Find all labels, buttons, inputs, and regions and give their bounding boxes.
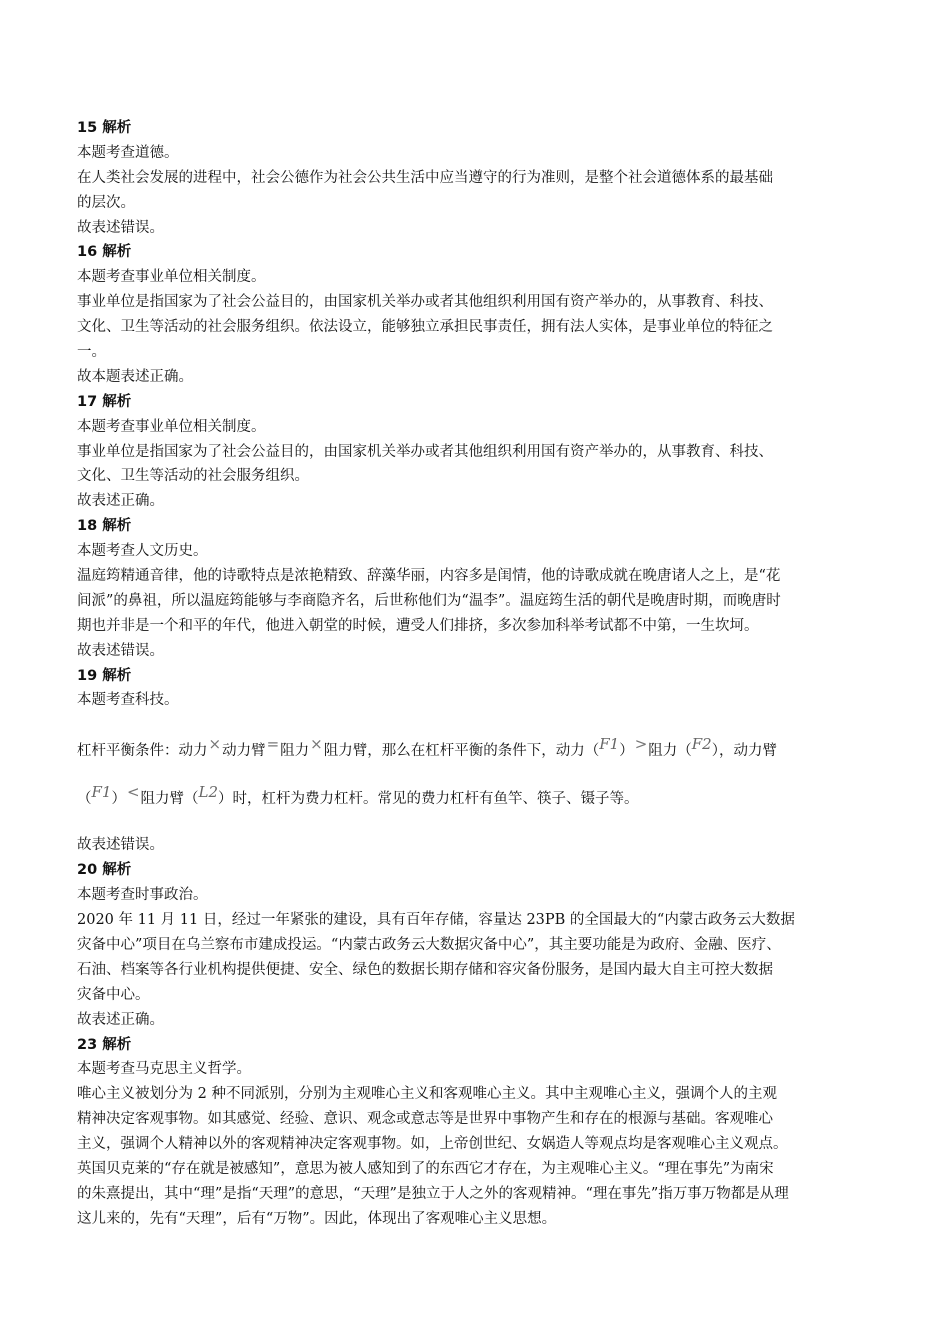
paragraph-line: 的层次。 [77, 194, 135, 211]
formula-text: 杠杆平衡条件：动力 [77, 743, 208, 760]
section-16 [77, 240, 885, 389]
section-heading: 17 解析 [77, 393, 132, 410]
section-20 [77, 858, 885, 1032]
formula-text: ） [619, 743, 634, 760]
times-symbol: × [310, 735, 323, 754]
paragraph-line: 本题考查事业单位相关制度。 [77, 269, 266, 286]
section-heading: 19 解析 [77, 667, 132, 684]
paragraph-line: 的朱熹提出，其中“理”是指“天理”的意思，“天理”是独立于人之外的客观精神。“理在事先”指万事万物都是从理 [77, 1185, 789, 1202]
formula-text: ） [111, 791, 126, 808]
paragraph-line: 英国贝克莱的“存在就是被感知”，意思为被人感知到了的东西它才存在，为主观唯心主义。“理在事先”为南宋 [77, 1160, 774, 1177]
paragraph-line: 温庭筠精通音律，他的诗歌特点是浓艳精致、辞藻华丽，内容多是闺情，他的诗歌成就在晚唐诸人之上，是“花 [77, 568, 781, 585]
formula-text: 动力臂 [222, 743, 266, 760]
section-heading: 18 解析 [77, 518, 132, 535]
document-page [77, 116, 885, 1232]
paragraph-line: 本题考查时事政治。 [77, 887, 208, 904]
section-heading: 16 解析 [77, 244, 132, 261]
section-heading: 23 解析 [77, 1036, 132, 1053]
paragraph-line: 故表述错误。 [77, 642, 164, 659]
paragraph-line: 主义，强调个人精神以外的客观精神决定客观事物。如，上帝创世纪、女娲造人等观点均是客观唯心主义观点。 [77, 1136, 788, 1153]
greater-than-symbol: > [634, 735, 648, 754]
formula-text: 阻力臂（ [140, 791, 199, 808]
section-15 [77, 116, 885, 240]
paragraph-line: 文化、卫生等活动的社会服务组织。依法设立，能够独立承担民事责任，拥有法人实体，是事业单位的特征之 [77, 319, 773, 336]
section-17 [77, 390, 885, 514]
paragraph-line: 本题考查事业单位相关制度。 [77, 418, 266, 435]
paragraph-line: 本题考查马克思主义哲学。 [77, 1061, 251, 1078]
formula-text: 阻力 [280, 743, 310, 760]
formula-text: 阻力（ [648, 743, 692, 760]
paragraph-line: 在人类社会发展的进程中，社会公德作为社会公共生活中应当遵守的行为准则，是整个社会道德体系的最基础 [77, 169, 773, 186]
paragraph-line: 本题考查人文历史。 [77, 543, 208, 560]
paragraph-line: 2020 年 11 月 11 日，经过一年紧张的建设，具有百年存储，容量达 23PB 的全国最大的“内蒙古政务云大数据 [77, 912, 795, 929]
formula-text: ），动力臂 [711, 743, 777, 760]
section-heading: 15 解析 [77, 120, 132, 136]
variable-f1: F1 [599, 735, 620, 754]
section-heading: 20 解析 [77, 862, 132, 879]
paragraph-line: 灾备中心。 [77, 986, 150, 1003]
equals-symbol: = [266, 735, 280, 754]
paragraph-line: 故表述错误。 [77, 219, 164, 236]
paragraph-line: 唯心主义被划分为 2 种不同派别，分别为主观唯心主义和客观唯心主义。其中主观唯心主义，强调个人的主观 [77, 1086, 777, 1103]
formula-text: ）时，杠杆为费力杠杆。常见的费力杠杆有鱼竿、筷子、镊子等。 [218, 791, 639, 808]
paragraph-line: 石油、档案等各行业机构提供便捷、安全、绿色的数据长期存储和容灾备份服务，是国内最大自主可控大数据 [77, 961, 773, 978]
paragraph-line: 精神决定客观事物。如其感觉、经验、意识、观念或意志等是世界中事物产生和存在的根源与基础。客观唯心 [77, 1111, 773, 1128]
paragraph-line: 故表述正确。 [77, 493, 164, 510]
times-symbol: × [208, 735, 222, 754]
paragraph-line: 期也并非是一个和平的年代，他进入朝堂的时候，遭受人们排挤，多次参加科举考试都不中第，一生坎坷。 [77, 617, 759, 634]
paragraph-line: 间派”的鼻祖，所以温庭筠能够与李商隐齐名，后世称他们为“温李”。温庭筠生活的朝代是晚唐时期，而晚唐时 [77, 592, 781, 609]
paragraph-line: 本题考查道德。 [77, 144, 179, 161]
paragraph-line: 灾备中心”项目在乌兰察布市建成投运。“内蒙古政务云大数据灾备中心”，其主要功能是为政府、金融、医疗、 [77, 936, 781, 953]
variable-f2: F2 [691, 735, 712, 754]
section-18 [77, 514, 885, 663]
lever-formula-line-2 [77, 773, 885, 823]
paragraph-line: 文化、卫生等活动的社会服务组织。 [77, 468, 309, 485]
paragraph-line: 一。 [77, 344, 106, 361]
paragraph-line: 事业单位是指国家为了社会公益目的，由国家机关举办或者其他组织利用国有资产举办的，从事教育、科技、 [77, 443, 773, 460]
formula-text: 阻力臂，那么在杠杆平衡的条件下，动力（ [323, 743, 600, 760]
paragraph-line: 这儿来的，先有“天理”，后有“万物”。因此，体现出了客观唯心主义思想。 [77, 1210, 557, 1227]
paragraph-line: 本题考查科技。 [77, 692, 179, 709]
paragraph-line: 故本题表述正确。 [77, 368, 193, 385]
variable-l2: L2 [198, 783, 219, 802]
formula-text: （ [77, 791, 92, 808]
variable-f1: F1 [91, 783, 112, 802]
section-23 [77, 1033, 885, 1232]
less-than-symbol: < [126, 783, 140, 802]
paragraph-line: 故表述错误。 [77, 837, 164, 854]
paragraph-line: 事业单位是指国家为了社会公益目的，由国家机关举办或者其他组织利用国有资产举办的，从事教育、科技、 [77, 294, 773, 311]
paragraph-line: 故表述正确。 [77, 1011, 164, 1028]
section-19 [77, 664, 885, 859]
lever-formula-line-1 [77, 725, 885, 775]
